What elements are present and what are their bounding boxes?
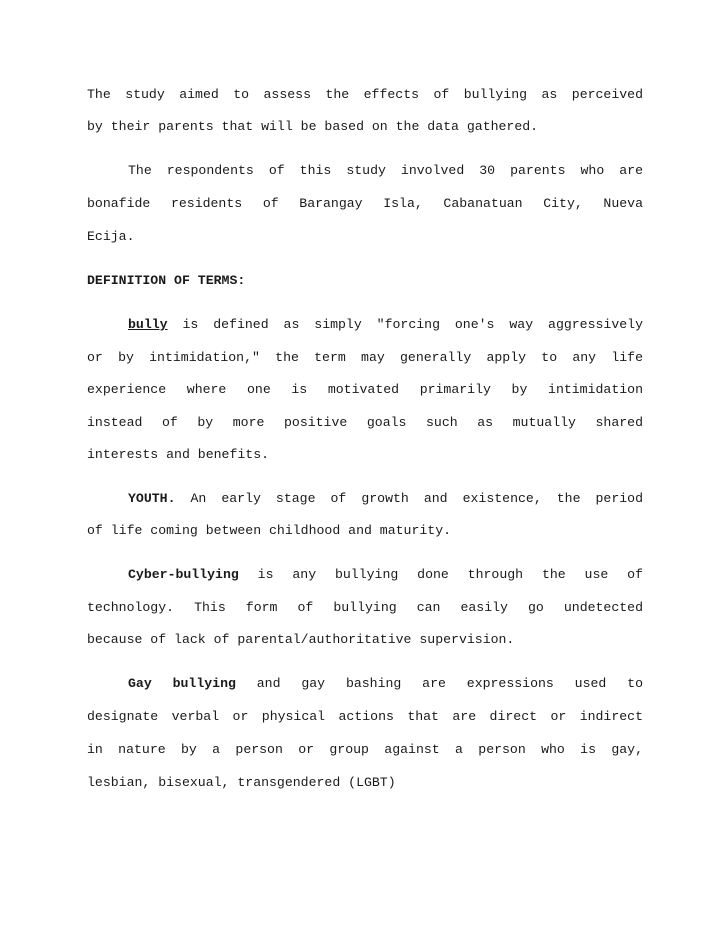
definitions-heading: DEFINITION OF TERMS:	[87, 273, 246, 288]
cyber-line-1-text: is any bullying done through the use of	[257, 567, 643, 582]
bully-line-2: or by intimidation," the term may generally apply to any life	[87, 350, 643, 365]
gay-line-2: designate verbal or physical actions that are direct or indirect	[87, 709, 643, 724]
gay-line-1	[128, 676, 643, 692]
bully-line-3: experience where one is motivated primarily by intimidation	[87, 382, 643, 397]
term-gay-bullying: Gay bullying	[128, 676, 236, 691]
respondents-line-3: Ecija.	[87, 229, 135, 244]
youth-line-2: of life coming between childhood and maturity.	[87, 523, 452, 538]
gay-line-1-text: and gay bashing are expressions used to	[256, 676, 644, 691]
cyber-line-3: because of lack of parental/authoritative supervision.	[87, 632, 515, 647]
bully-line-5: interests and benefits.	[87, 447, 270, 462]
bully-line-1-text: is defined as simply "forcing one's way aggressively	[182, 317, 643, 332]
intro-line-2: by their parents that will be based on the data gathered.	[87, 119, 539, 134]
term-cyber-bullying: Cyber-bullying	[128, 567, 239, 582]
bully-line-4: instead of by more positive goals such as mutually shared	[87, 415, 643, 430]
youth-line-1	[128, 491, 643, 507]
youth-line-1-text: An early stage of growth and existence, the period	[190, 491, 643, 506]
respondents-line-2: bonafide residents of Barangay Isla, Cabanatuan City, Nueva	[87, 196, 643, 211]
gay-line-4: lesbian, bisexual, transgendered (LGBT)	[87, 775, 396, 790]
intro-line-1: The study aimed to assess the effects of bullying as perceived	[87, 87, 643, 102]
gay-line-3: in nature by a person or group against a person who is gay,	[87, 742, 643, 757]
respondents-line-1: The respondents of this study involved 30 parents who are	[128, 163, 643, 178]
term-bully: bully	[128, 317, 168, 332]
bully-line-1	[128, 317, 643, 333]
cyber-line-2: technology. This form of bullying can easily go undetected	[87, 600, 643, 615]
term-youth: YOUTH.	[128, 491, 176, 506]
cyber-line-1	[128, 567, 643, 583]
